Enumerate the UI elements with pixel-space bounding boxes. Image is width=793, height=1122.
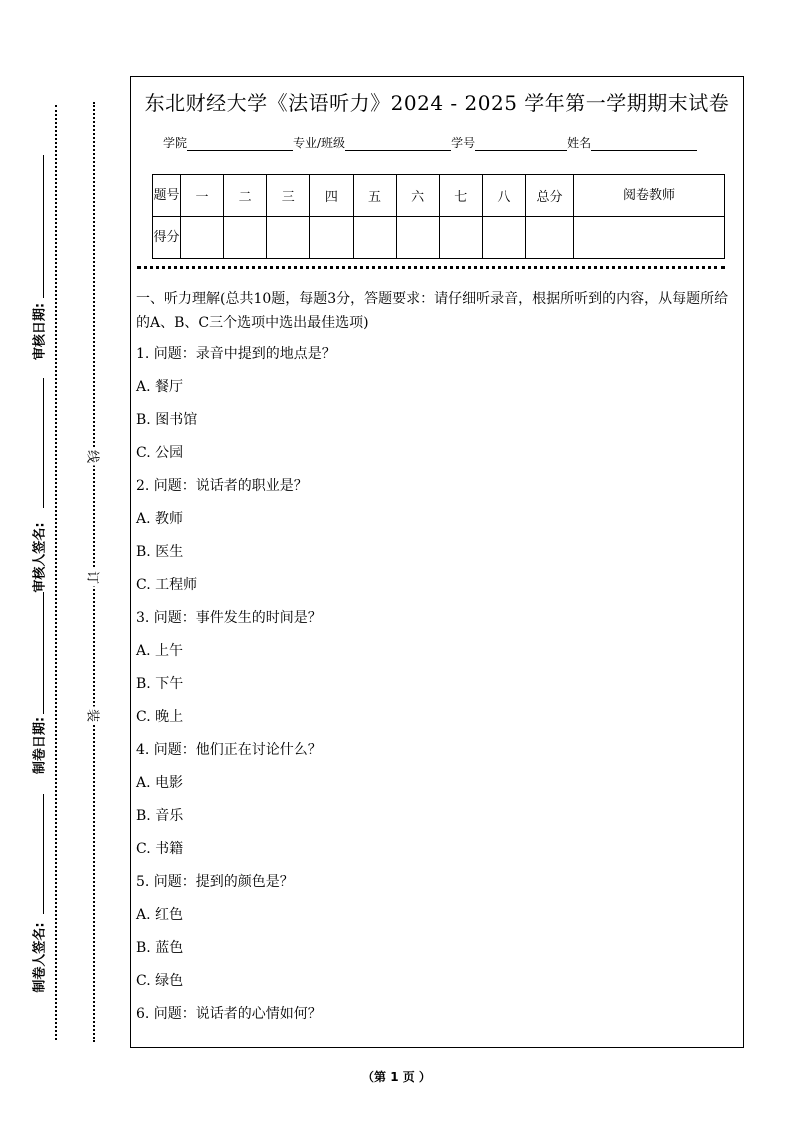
reviewer-sign-line (43, 378, 44, 508)
maker-sign-label: 制卷人签名: (32, 922, 48, 993)
binding-label-xian: 线 (85, 448, 104, 466)
college-field[interactable] (187, 138, 293, 151)
student-info-row (163, 134, 697, 151)
college-label: 学院 (163, 136, 188, 150)
exam-frame (130, 76, 744, 1048)
major-class-field[interactable] (345, 138, 451, 151)
reviewer-sign-label: 审核人签名: (32, 522, 48, 593)
question-line: 2. 问题：说话者的职业是？ (136, 478, 308, 494)
col-header: 五 (353, 175, 396, 217)
score-cell[interactable] (439, 217, 482, 259)
score-row (153, 217, 725, 259)
score-table (152, 174, 725, 259)
binding-label-ding: 订 (85, 569, 104, 587)
col-header: 二 (224, 175, 267, 217)
col-header: 八 (482, 175, 525, 217)
score-table-header-row (153, 175, 725, 217)
option-line[interactable]: B. 图书馆 (136, 412, 198, 428)
section-heading: 一、听力理解(总共10题，每题3分，答题要求：请仔细听录音，根据所听到的内容，从每题所给的A、B、C三个选项中选出最佳选项) (136, 291, 729, 331)
option-line[interactable]: A. 教师 (136, 511, 184, 527)
option-line[interactable]: B. 医生 (136, 544, 184, 560)
reviewer-date-line (43, 155, 44, 298)
col-header: 一 (181, 175, 224, 217)
student-id-label: 学号 (451, 136, 476, 150)
question-number-header: 题号 (153, 175, 181, 217)
question-line: 5. 问题：提到的颜色是？ (136, 874, 294, 890)
page-number: （第 1 页 ） (362, 1070, 431, 1084)
score-cell[interactable] (353, 217, 396, 259)
option-line[interactable]: A. 上午 (136, 643, 184, 659)
score-cell[interactable] (224, 217, 267, 259)
major-class-label: 专业/班级 (293, 136, 346, 150)
option-line[interactable]: B. 音乐 (136, 808, 184, 824)
margin-dotted-line-outer (55, 105, 57, 1040)
section-separator (137, 266, 725, 269)
option-line[interactable]: C. 绿色 (136, 973, 184, 989)
reviewer-cell[interactable] (574, 217, 725, 259)
score-cell[interactable] (181, 217, 224, 259)
name-label: 姓名 (567, 136, 592, 150)
question-line: 6. 问题：说话者的心情如何？ (136, 1006, 322, 1022)
col-header: 四 (310, 175, 353, 217)
question-line: 1. 问题：录音中提到的地点是？ (136, 346, 336, 362)
question-line: 3. 问题：事件发生的时间是？ (136, 610, 322, 626)
score-cell[interactable] (482, 217, 525, 259)
total-score-cell[interactable] (526, 217, 574, 259)
option-line[interactable]: B. 蓝色 (136, 940, 184, 956)
score-cell[interactable] (396, 217, 439, 259)
name-field[interactable] (591, 138, 697, 151)
question-list (136, 344, 741, 1037)
col-header: 三 (267, 175, 310, 217)
score-cell[interactable] (267, 217, 310, 259)
total-header: 总分 (526, 175, 574, 217)
maker-date-line (43, 592, 44, 714)
score-label: 得分 (153, 217, 181, 259)
question-line: 4. 问题：他们正在讨论什么？ (136, 742, 322, 758)
option-line[interactable]: A. 电影 (136, 775, 184, 791)
option-line[interactable]: C. 工程师 (136, 577, 198, 593)
option-line[interactable]: C. 书籍 (136, 841, 184, 857)
section-listening (136, 287, 741, 1037)
reviewer-header: 阅卷教师 (574, 175, 725, 217)
maker-date-label: 制卷日期: (32, 716, 48, 775)
binding-label-zhuang: 装 (85, 707, 104, 725)
option-line[interactable]: A. 红色 (136, 907, 184, 923)
col-header: 六 (396, 175, 439, 217)
reviewer-date-label: 审核日期: (32, 302, 48, 361)
maker-sign-line (43, 794, 44, 914)
score-cell[interactable] (310, 217, 353, 259)
option-line[interactable]: C. 公园 (136, 445, 184, 461)
exam-title: 东北财经大学《法语听力》2024 - 2025 学年第一学期期末试卷 (144, 91, 730, 115)
col-header: 七 (439, 175, 482, 217)
option-line[interactable]: C. 晚上 (136, 709, 184, 725)
option-line[interactable]: A. 餐厅 (136, 379, 184, 395)
option-line[interactable]: B. 下午 (136, 676, 184, 692)
student-id-field[interactable] (475, 138, 567, 151)
